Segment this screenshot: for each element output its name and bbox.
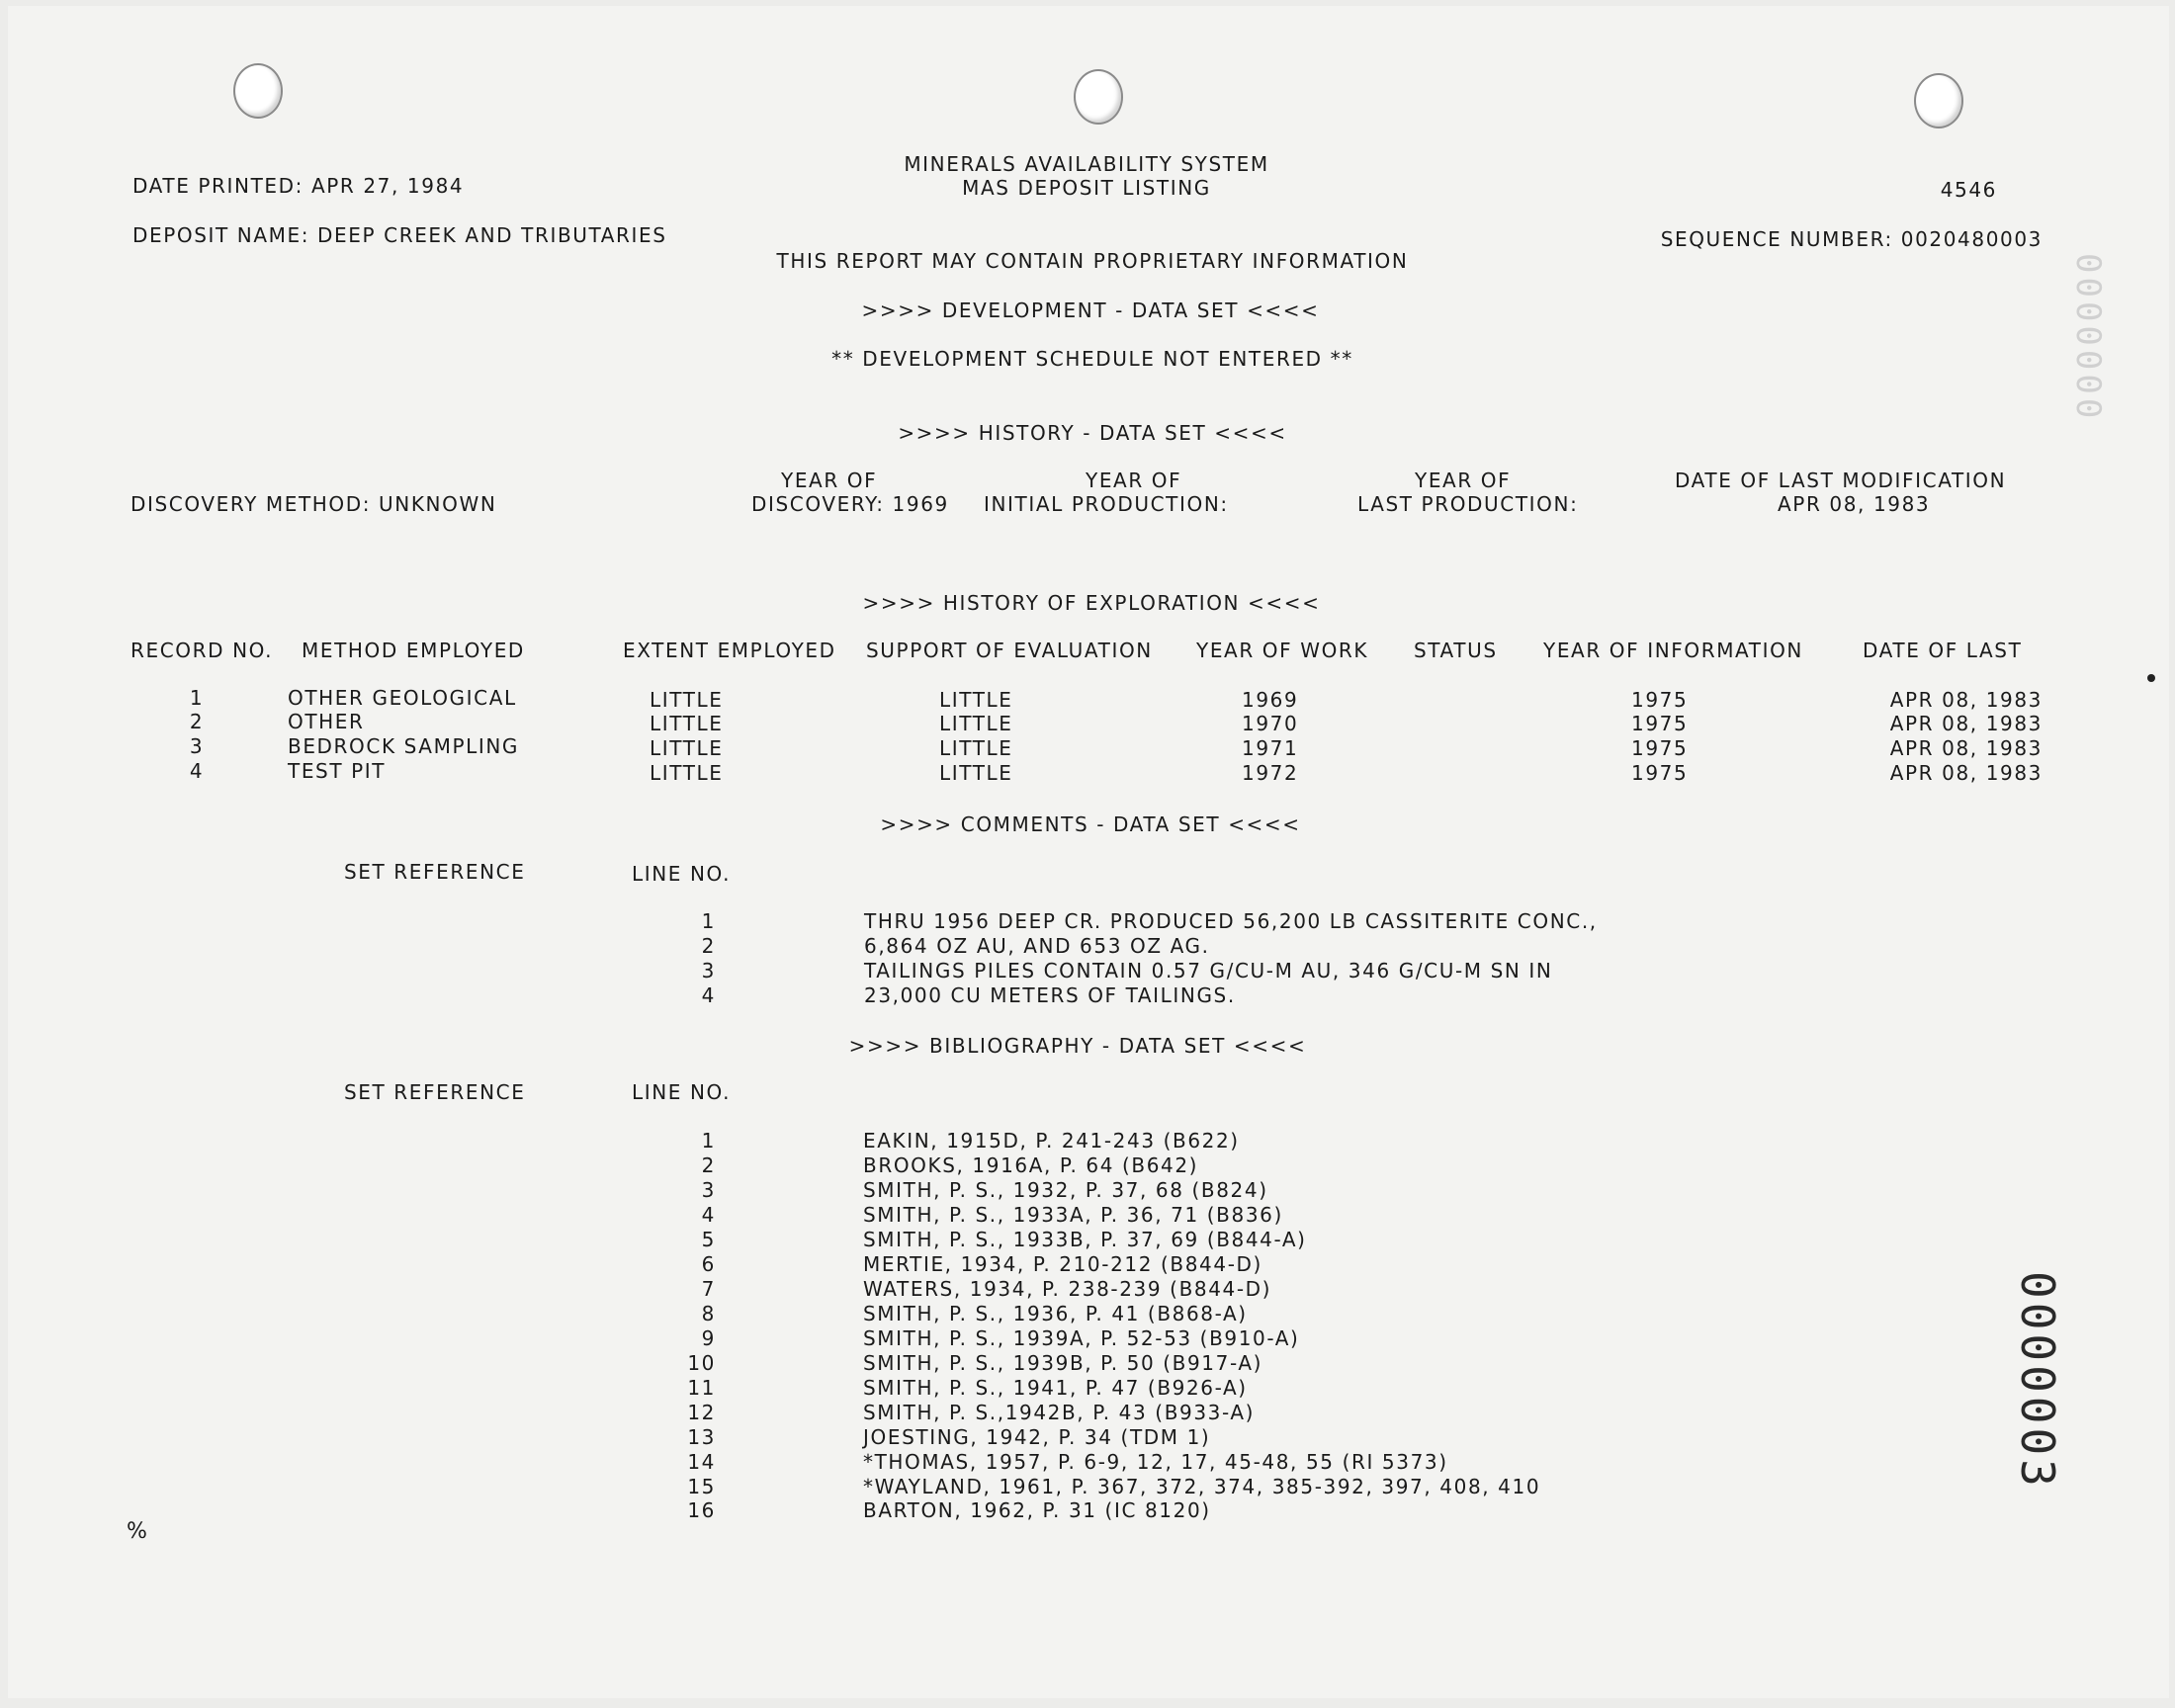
line-no: 6: [701, 1252, 716, 1276]
punch-hole-center: [1074, 69, 1123, 125]
development-note: ** DEVELOPMENT SCHEDULE NOT ENTERED **: [831, 347, 1353, 371]
line-text: SMITH, P. S., 1932, P. 37, 68 (B824): [863, 1178, 1268, 1202]
line-text: 6,864 OZ AU, AND 653 OZ AG.: [864, 934, 1210, 958]
col-record-no: RECORD NO.: [130, 639, 274, 662]
col-year-of-information: YEAR OF INFORMATION: [1543, 639, 1803, 662]
extent: LITTLE: [650, 688, 724, 712]
line-text: SMITH, P. S., 1933A, P. 36, 71 (B836): [863, 1203, 1283, 1227]
year-of-work: 1970: [1242, 712, 1299, 735]
line-text: MERTIE, 1934, P. 210-212 (B844-D): [863, 1252, 1262, 1276]
line-no: 4: [701, 1203, 716, 1227]
support: LITTLE: [939, 761, 1013, 785]
line-text: TAILINGS PILES CONTAIN 0.57 G/CU-M AU, 346 G/CU-M SN IN: [864, 959, 1553, 982]
line-text: SMITH, P. S., 1941, P. 47 (B926-A): [863, 1376, 1248, 1400]
method: BEDROCK SAMPLING: [288, 734, 519, 758]
last-production-value: LAST PRODUCTION:: [1357, 492, 1579, 516]
bibliography-col-set-reference: SET REFERENCE: [344, 1080, 526, 1104]
method: OTHER: [288, 710, 365, 733]
line-no: 2: [701, 934, 716, 958]
line-no: 2: [701, 1153, 716, 1177]
scan-dot: [2147, 674, 2155, 682]
col-status: STATUS: [1414, 639, 1498, 662]
development-heading: >>>> DEVELOPMENT - DATA SET <<<<: [861, 299, 1320, 322]
year-of-work: 1972: [1242, 761, 1299, 785]
last-production-label: YEAR OF: [1415, 469, 1512, 492]
line-text: THRU 1956 DEEP CR. PRODUCED 56,200 LB CASSITERITE CONC.,: [864, 909, 1598, 933]
line-no: 13: [687, 1425, 716, 1449]
line-text: SMITH, P. S., 1936, P. 41 (B868-A): [863, 1302, 1248, 1325]
line-no: 5: [701, 1228, 716, 1251]
line-text: 23,000 CU METERS OF TAILINGS.: [864, 983, 1236, 1007]
line-no: 4: [701, 983, 716, 1007]
date-of-last: APR 08, 1983: [1889, 688, 2043, 712]
side-stamp-number: 0000003: [2011, 1271, 2064, 1491]
line-text: SMITH, P. S., 1939B, P. 50 (B917-A): [863, 1351, 1263, 1375]
line-no: 14: [687, 1450, 716, 1474]
record-no: 2: [189, 710, 205, 733]
line-no: 11: [687, 1376, 716, 1400]
proprietary-notice: THIS REPORT MAY CONTAIN PROPRIETARY INFORMATION: [776, 249, 1409, 273]
date-of-last: APR 08, 1983: [1889, 736, 2043, 760]
line-no: 7: [701, 1277, 716, 1301]
line-text: *THOMAS, 1957, P. 6-9, 12, 17, 45-48, 55 (RI 5373): [863, 1450, 1448, 1474]
report-title: MINERALS AVAILABILITY SYSTEM: [904, 152, 1269, 176]
report-subtitle: MAS DEPOSIT LISTING: [962, 176, 1211, 200]
method: TEST PIT: [288, 759, 387, 783]
line-text: JOESTING, 1942, P. 34 (TDM 1): [863, 1425, 1211, 1449]
line-no: 12: [687, 1401, 716, 1424]
line-text: SMITH, P. S.,1942B, P. 43 (B933-A): [863, 1401, 1256, 1424]
year-of-discovery-value: DISCOVERY: 1969: [751, 492, 949, 516]
history-heading: >>>> HISTORY - DATA SET <<<<: [898, 421, 1287, 445]
last-modification-label: DATE OF LAST MODIFICATION: [1675, 469, 2007, 492]
initial-production-value: INITIAL PRODUCTION:: [984, 492, 1229, 516]
line-no: 10: [687, 1351, 716, 1375]
record-no: 3: [189, 734, 205, 758]
exploration-heading: >>>> HISTORY OF EXPLORATION <<<<: [862, 591, 1321, 615]
year-of-work: 1971: [1242, 736, 1299, 760]
initial-production-label: YEAR OF: [1086, 469, 1182, 492]
footer-mark: %: [127, 1519, 149, 1544]
record-no: 4: [189, 759, 205, 783]
page-number: 4546: [1940, 178, 1997, 202]
support: LITTLE: [939, 712, 1013, 735]
line-no: 9: [701, 1326, 716, 1350]
punch-hole-right: [1914, 73, 1963, 128]
comments-col-line-no: LINE NO.: [632, 862, 732, 886]
method: OTHER GEOLOGICAL: [288, 686, 517, 710]
support: LITTLE: [939, 688, 1013, 712]
bibliography-col-line-no: LINE NO.: [632, 1080, 732, 1104]
line-no: 15: [687, 1475, 716, 1498]
line-text: WATERS, 1934, P. 238-239 (B844-D): [863, 1277, 1272, 1301]
year-of-information: 1975: [1631, 736, 1689, 760]
line-no: 3: [701, 959, 716, 982]
date-of-last: APR 08, 1983: [1889, 712, 2043, 735]
date-of-last: APR 08, 1983: [1889, 761, 2043, 785]
line-no: 3: [701, 1178, 716, 1202]
year-of-discovery-label: YEAR OF: [781, 469, 878, 492]
line-text: SMITH, P. S., 1939A, P. 52-53 (B910-A): [863, 1326, 1300, 1350]
line-text: BROOKS, 1916A, P. 64 (B642): [863, 1153, 1199, 1177]
line-text: SMITH, P. S., 1933B, P. 37, 69 (B844-A): [863, 1228, 1307, 1251]
col-extent-employed: EXTENT EMPLOYED: [623, 639, 836, 662]
last-modification-date: APR 08, 1983: [1778, 492, 1931, 516]
line-text: *WAYLAND, 1961, P. 367, 372, 374, 385-392, 397, 408, 410: [863, 1475, 1541, 1498]
line-no: 1: [701, 1129, 716, 1153]
col-date-of-last: DATE OF LAST: [1863, 639, 2023, 662]
sequence-number: SEQUENCE NUMBER: 0020480003: [1660, 227, 2043, 251]
year-of-information: 1975: [1631, 761, 1689, 785]
side-stamp-faint: 0000000: [2068, 253, 2108, 423]
year-of-work: 1969: [1242, 688, 1299, 712]
line-no: 16: [687, 1498, 716, 1522]
support: LITTLE: [939, 736, 1013, 760]
deposit-name: DEPOSIT NAME: DEEP CREEK AND TRIBUTARIES: [132, 223, 667, 247]
col-method-employed: METHOD EMPLOYED: [302, 639, 525, 662]
document-page: [8, 6, 2169, 1698]
extent: LITTLE: [650, 761, 724, 785]
line-no: 1: [701, 909, 716, 933]
comments-heading: >>>> COMMENTS - DATA SET <<<<: [880, 812, 1301, 836]
line-text: EAKIN, 1915D, P. 241-243 (B622): [863, 1129, 1240, 1153]
col-support-of-evaluation: SUPPORT OF EVALUATION: [866, 639, 1153, 662]
punch-hole-left: [233, 63, 283, 119]
comments-col-set-reference: SET REFERENCE: [344, 860, 526, 884]
line-no: 8: [701, 1302, 716, 1325]
record-no: 1: [189, 686, 205, 710]
col-year-of-work: YEAR OF WORK: [1196, 639, 1369, 662]
bibliography-heading: >>>> BIBLIOGRAPHY - DATA SET <<<<: [848, 1034, 1307, 1058]
extent: LITTLE: [650, 712, 724, 735]
date-printed: DATE PRINTED: APR 27, 1984: [132, 174, 465, 198]
year-of-information: 1975: [1631, 688, 1689, 712]
extent: LITTLE: [650, 736, 724, 760]
line-text: BARTON, 1962, P. 31 (IC 8120): [863, 1498, 1211, 1522]
year-of-information: 1975: [1631, 712, 1689, 735]
discovery-method: DISCOVERY METHOD: UNKNOWN: [130, 492, 497, 516]
